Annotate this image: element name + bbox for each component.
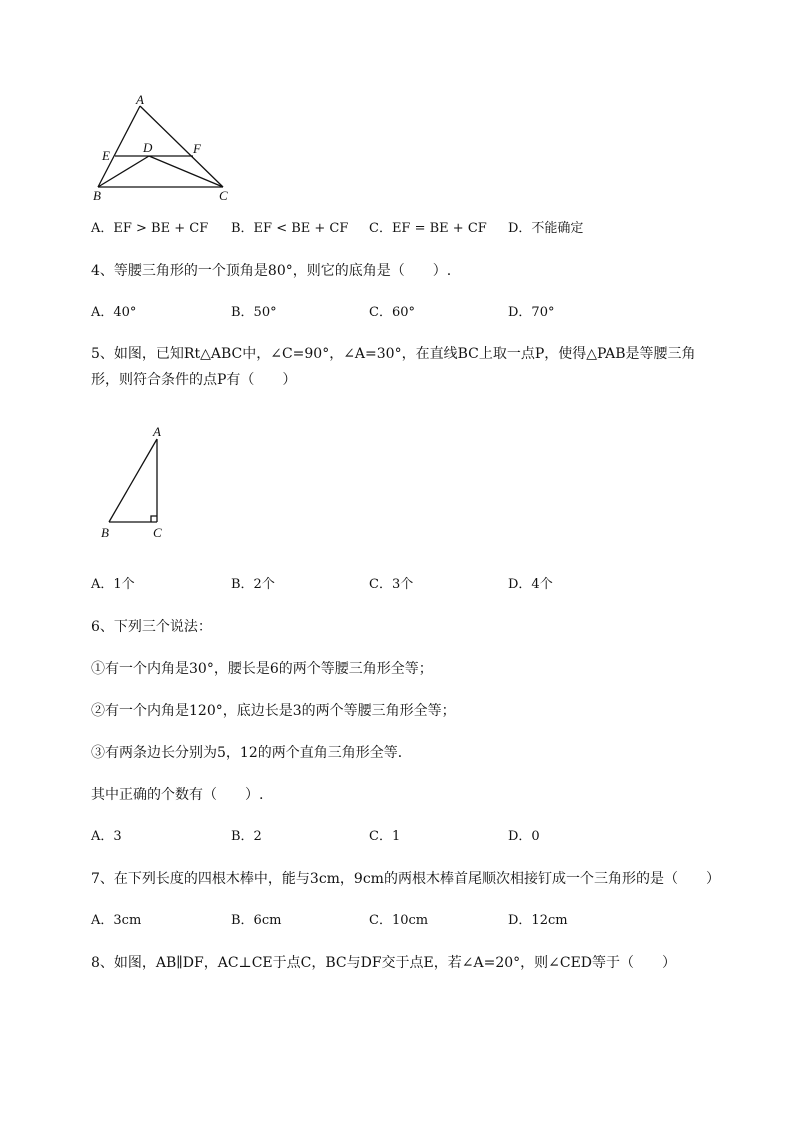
- q4-option-d[interactable]: D．70°: [508, 305, 555, 320]
- q3-option-d[interactable]: D．不能确定: [508, 221, 584, 236]
- q4-option-b[interactable]: B．50°: [231, 305, 277, 320]
- q6-option-a[interactable]: A．3: [91, 829, 122, 844]
- q3-option-a[interactable]: A．EF > BE + CF: [91, 221, 209, 236]
- q5-option-a[interactable]: A．1个: [91, 577, 135, 592]
- label-a: A: [136, 92, 144, 107]
- q6-option-d[interactable]: D．0: [508, 829, 540, 844]
- q6-option-c[interactable]: C．1: [369, 829, 401, 844]
- label-f: F: [193, 141, 201, 156]
- figure-triangle-abc-ef: [88, 90, 238, 205]
- q6-statement-1: ①有一个内角是30°，腰长是6的两个等腰三角形全等；: [91, 661, 433, 677]
- q7-stem: 7、在下列长度的四根木棒中，能与3cm，9cm的两根木棒首尾顺次相接钉成一个三角形的是（ ）: [91, 871, 720, 887]
- label-c: C: [219, 188, 228, 203]
- q7-option-b[interactable]: B．6cm: [231, 913, 282, 928]
- label-d: D: [143, 140, 153, 155]
- q5-option-c[interactable]: C．3个: [369, 577, 414, 592]
- q8-stem: 8、如图，AB∥DF，AC⊥CE于点C，BC与DF交于点E，若∠A=20°，则∠CED等于（ ）: [91, 955, 677, 971]
- q5-stem-line1: 5、如图，已知Rt△ABC中，∠C=90°，∠A=30°，在直线BC上取一点P，使得△PAB是等腰三角: [91, 346, 696, 362]
- figure-right-triangle-abc: [96, 422, 176, 547]
- q5-option-d[interactable]: D．4个: [508, 577, 553, 592]
- label-c: C: [153, 525, 162, 540]
- label-b: B: [93, 188, 101, 203]
- q4-option-a[interactable]: A．40°: [91, 305, 137, 320]
- right-angle-mark: [151, 516, 157, 522]
- segment-dc: [149, 156, 223, 187]
- label-e: E: [102, 148, 110, 163]
- q6-option-b[interactable]: B．2: [231, 829, 262, 844]
- q6-statement-2: ②有一个内角是120°，底边长是3的两个等腰三角形全等；: [91, 703, 456, 719]
- q6-stem: 6、下列三个说法：: [91, 619, 212, 635]
- q3-option-b[interactable]: B．EF < BE + CF: [231, 221, 349, 236]
- segment-ab: [109, 439, 157, 522]
- q7-option-c[interactable]: C．10cm: [369, 913, 429, 928]
- segment-ac: [140, 106, 223, 187]
- q7-option-d[interactable]: D．12cm: [508, 913, 568, 928]
- label-a: A: [153, 424, 161, 439]
- q4-option-c[interactable]: C．60°: [369, 305, 415, 320]
- q5-option-b[interactable]: B．2个: [231, 577, 275, 592]
- q7-option-a[interactable]: A．3cm: [91, 913, 142, 928]
- q3-option-c[interactable]: C．EF = BE + CF: [369, 221, 487, 236]
- q4-stem: 4、等腰三角形的一个顶角是80°，则它的底角是（ ）.: [91, 263, 452, 279]
- q5-stem-line2: 形，则符合条件的点P有（ ）: [91, 372, 297, 388]
- q6-question: 其中正确的个数有（ ）.: [91, 787, 264, 803]
- q6-statement-3: ③有两条边长分别为5，12的两个直角三角形全等．: [91, 745, 412, 761]
- label-b: B: [101, 525, 109, 540]
